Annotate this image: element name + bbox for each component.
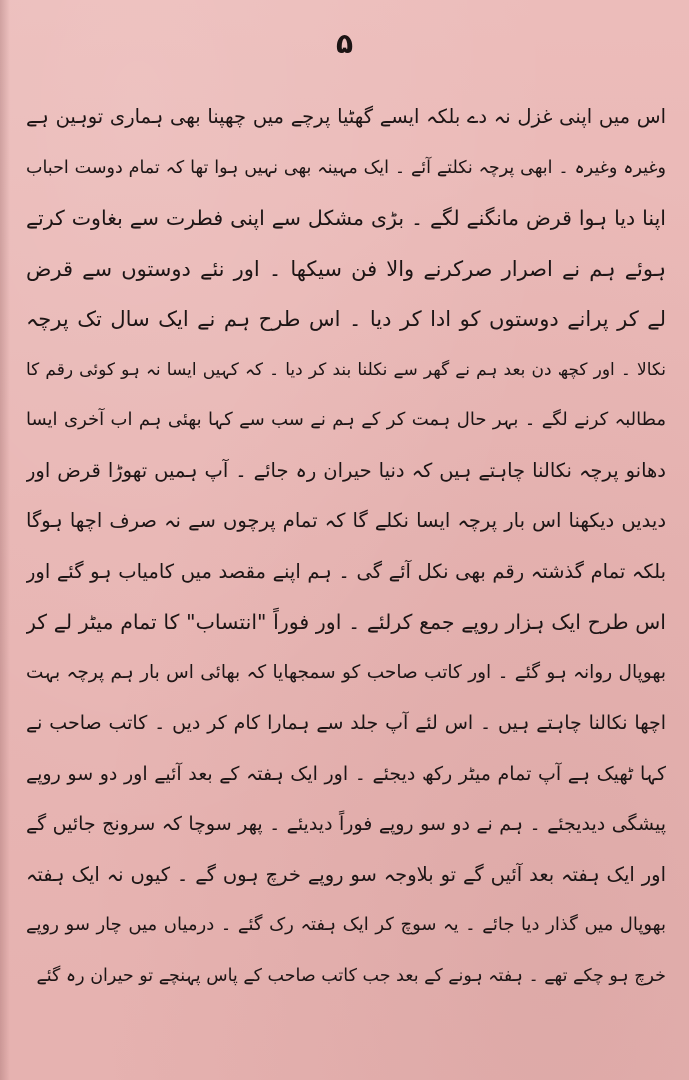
text-line: اس طرح ایک ہزار روپے جمع کرلئے ۔ اور فوراً "انتساب" کا تمام میٹر لے کر xyxy=(26,610,666,634)
page-number: ۵ xyxy=(335,27,354,60)
page-binding-shadow xyxy=(0,0,10,1080)
text-line: نکالا ۔ اور کچھ دن بعد ہم نے گھر سے نکلنا بند کر دیا ۔ کہ کہیں ایسا نہ ہو کوئی رقم کا xyxy=(26,359,666,380)
text-line: لے کر پرانے دوستوں کو ادا کر دیا ۔ اس طرح ہم نے ایک سال تک پرچہ xyxy=(26,307,666,331)
text-line: خرچ ہو چکے تھے ۔ ہفتہ ہونے کے بعد جب کاتب صاحب کے پاس پہنچے تو حیران رہ گئے xyxy=(36,965,666,986)
text-line: ہوئے ہم نے اصرار صرکرنے والا فن سیکھا ۔ اور نئے دوستوں سے قرض xyxy=(26,256,666,281)
text-line: وغیرہ وغیرہ ۔ ابھی پرچہ نکلتے آئے ۔ ایک مہینہ بھی نہیں ہوا تھا کہ تمام دوست احباب xyxy=(26,157,666,178)
body-text xyxy=(26,92,666,1001)
text-line: دھانو پرچہ نکالنا چاہتے ہیں کہ دنیا حیران رہ جائے ۔ آپ ہمیں تھوڑا قرض اور xyxy=(26,458,666,482)
text-line: اچھا نکالنا چاہتے ہیں ۔ اس لئے آپ جلد سے ہمارا کام کر دیں ۔ کاتب صاحب نے xyxy=(26,712,666,734)
text-line: مطالبہ کرنے لگے ۔ بہر حال ہمت کر کے ہم نے سب سے کہا بھئی ہم اب آخری ایسا xyxy=(26,409,666,430)
text-line: دیدیں دیکھنا اس بار پرچہ ایسا نکلے گا کہ تمام پرچوں سے نہ صرف اچھا ہوگا xyxy=(26,509,666,532)
text-line: بھوپال روانہ ہو گئے ۔ اور کاتب صاحب کو سمجھایا کہ بھائی اس بار ہم پرچہ بہت xyxy=(26,661,666,683)
text-line: بھوپال میں گذار دیا جائے ۔ یہ سوچ کر ایک ہفتہ رک گئے ۔ درمیاں میں چار سو روپے xyxy=(26,914,666,935)
text-line: اور ایک ہفتہ بعد آئیں گے تو بلاوجہ سو روپے خرچ ہوں گے ۔ کیوں نہ ایک ہفتہ xyxy=(26,862,666,886)
text-line: کہا ٹھیک ہے آپ تمام میٹر رکھ دیجئے ۔ اور ایک ہفتہ کے بعد آئیے اور دو سو روپے xyxy=(26,762,666,785)
text-line: بلکہ تمام گذشتہ رقم بھی نکل آئے گی ۔ ہم اپنے مقصد میں کامیاب ہو گئے اور xyxy=(26,559,666,583)
text-line: اپنا دیا ہوا قرض مانگنے لگے ۔ بڑی مشکل سے اپنی فطرت سے بغاوت کرتے xyxy=(26,206,666,230)
text-line: اس میں اپنی غزل نہ دے بلکہ ایسے گھٹیا پرچے میں چھپنا بھی ہماری توہین ہے xyxy=(26,105,666,128)
text-line: پیشگی دیدیجئے ۔ ہم نے دو سو روپے فوراً دیدیئے ۔ پھر سوچا کہ سرونج جائیں گے xyxy=(26,813,666,835)
